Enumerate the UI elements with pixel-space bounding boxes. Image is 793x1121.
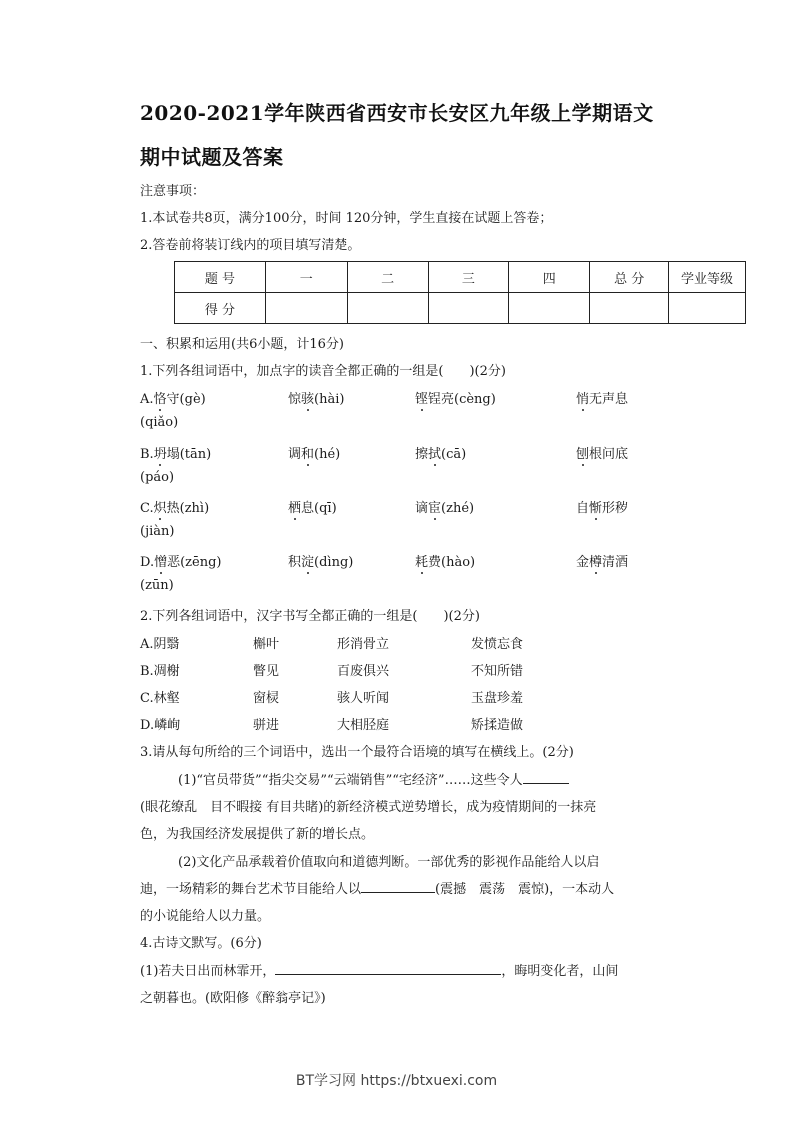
score-table-header-cell: 三 bbox=[428, 262, 509, 293]
q2-option-b-word-4: 不知所错 bbox=[471, 664, 524, 679]
q1-option-b-item-4: 刨根问底 bbox=[576, 447, 629, 462]
score-table-header-cell: 题 号 bbox=[175, 262, 266, 293]
q3-sentence-2-line-1: (2)文化产品承载着价值取向和道德判断。一部优秀的影视作品能给人以启 bbox=[178, 855, 600, 870]
score-table-header-cell: 二 bbox=[347, 262, 428, 293]
notice-item-1: 1.本试卷共8页，满分100分，时间 120分钟，学生直接在试题上答卷； bbox=[140, 211, 553, 226]
q3-sentence-1-line-1: (1)“官员带货”“指尖交易”“云端销售”“宅经济”……这些令人 bbox=[178, 769, 569, 788]
q3-sentence-2-line-2: 迪，一场精彩的舞台艺术节目能给人以 (震撼 震荡 震惊)，一本动人 bbox=[140, 882, 615, 897]
q3-sentence-1-line-3: 色，为我国经济发展提供了新的增长点。 bbox=[140, 827, 375, 842]
q1-option-a-item-3: 铿锃亮(cèng) bbox=[415, 392, 496, 407]
score-cell[interactable] bbox=[669, 293, 746, 324]
score-table bbox=[174, 261, 746, 324]
notice-item-2: 2.答卷前将装订线内的项目填写清楚。 bbox=[140, 238, 361, 253]
score-cell[interactable] bbox=[428, 293, 509, 324]
score-table-header-cell: 四 bbox=[509, 262, 590, 293]
score-cell[interactable] bbox=[590, 293, 669, 324]
q1-option-d-item-4: 金樽清酒 bbox=[576, 555, 629, 570]
q1-option-c-item-2: 栖息(qī) bbox=[288, 501, 337, 516]
q2-option-c-word-2: 窗棂 bbox=[253, 691, 280, 706]
q3-answer-blank-1[interactable] bbox=[523, 771, 569, 784]
q4-line-1: (1)若夫日出而林霏开， ，晦明变化者，山间 bbox=[140, 964, 619, 979]
q2-option-b-word-3: 百废俱兴 bbox=[337, 664, 390, 679]
score-table-score-row bbox=[175, 293, 746, 324]
q4-answer-blank-1[interactable] bbox=[275, 962, 501, 975]
q1-option-b-wrap: (páo) bbox=[140, 470, 175, 485]
q2-option-c-word-1: C.林壑 bbox=[140, 691, 180, 706]
q2-option-b-word-1: B.凋榭 bbox=[140, 664, 180, 679]
q1-option-b-item-1: B.坍塌(tān) bbox=[140, 447, 212, 462]
q4-line-2: 之朝暮也。(欧阳修《醉翁亭记》) bbox=[140, 991, 326, 1006]
notice-heading: 注意事项： bbox=[140, 184, 206, 199]
document-title-line-2: 期中试题及答案 bbox=[140, 145, 284, 169]
score-row-label: 得 分 bbox=[175, 293, 266, 324]
q2-option-a-word-4: 发愤忘食 bbox=[471, 637, 524, 652]
score-cell[interactable] bbox=[265, 293, 347, 324]
q1-option-d-item-2: 积淀(dìng) bbox=[288, 555, 354, 570]
score-table-header-cell: 一 bbox=[265, 262, 347, 293]
q2-option-a-word-3: 形消骨立 bbox=[337, 637, 390, 652]
q2-option-c-word-3: 骇人听闻 bbox=[337, 691, 390, 706]
score-cell[interactable] bbox=[347, 293, 428, 324]
score-table-header-cell: 学业等级 bbox=[669, 262, 746, 293]
question-3-stem: 3.请从每句所给的三个词语中，选出一个最符合语境的填写在横线上。(2分) bbox=[140, 745, 574, 760]
section-1-heading: 一、积累和运用(共6小题，计16分) bbox=[140, 337, 344, 352]
q1-option-c-item-4: 自惭形秽 bbox=[576, 501, 629, 516]
q3-sentence-2-line-3: 的小说能给人以力量。 bbox=[140, 909, 271, 924]
q1-option-c-item-3: 谪宦(zhé) bbox=[415, 501, 475, 516]
q2-option-b-word-2: 瞥见 bbox=[253, 664, 280, 679]
q1-option-b-item-3: 擦拭(cā) bbox=[415, 447, 467, 462]
question-4-stem: 4.古诗文默写。(6分) bbox=[140, 936, 262, 951]
footer-website[interactable]: BT学习网 https://btxuexi.com bbox=[295, 1073, 498, 1089]
q1-option-d-item-1: D.憎恶(zēng) bbox=[140, 555, 222, 570]
q1-option-a-item-2: 惊骇(hài) bbox=[288, 392, 345, 407]
score-table-header-cell: 总 分 bbox=[590, 262, 669, 293]
q1-option-c-wrap: (jiàn) bbox=[140, 524, 175, 539]
q2-option-a-word-1: A.阴翳 bbox=[140, 637, 180, 652]
score-cell[interactable] bbox=[509, 293, 590, 324]
question-2-stem: 2.下列各组词语中，汉字书写全都正确的一组是( )(2分) bbox=[140, 609, 480, 624]
q2-option-d-word-3: 大相胫庭 bbox=[337, 718, 390, 733]
q1-option-d-item-3: 耗费(hào) bbox=[415, 555, 476, 570]
q2-option-c-word-4: 玉盘珍羞 bbox=[471, 691, 524, 706]
q2-option-a-word-2: 槲叶 bbox=[253, 637, 280, 652]
q1-option-b-item-2: 调和(hé) bbox=[288, 447, 341, 462]
document-title-line-1: 2020-2021学年陕西省西安市长安区九年级上学期语文 bbox=[140, 101, 654, 125]
q1-option-c-item-1: C.炽热(zhì) bbox=[140, 501, 210, 516]
q1-option-a-item-1: A.恪守(gè) bbox=[140, 392, 206, 407]
q2-option-d-word-4: 矫揉造做 bbox=[471, 718, 524, 733]
q1-option-a-item-4: 悄无声息 bbox=[576, 392, 629, 407]
q2-option-d-word-2: 骈进 bbox=[253, 718, 280, 733]
q3-sentence-1-line-2: (眼花缭乱 目不暇接 有目共睹)的新经济模式逆势增长，成为疫情期间的一抹亮 bbox=[140, 800, 597, 815]
q2-option-d-word-1: D.嶙峋 bbox=[140, 718, 181, 733]
q1-option-d-wrap: (zūn) bbox=[140, 578, 174, 593]
score-table-header-row bbox=[175, 262, 746, 293]
q1-option-a-wrap: (qiǎo) bbox=[140, 415, 179, 430]
q3-answer-blank-2[interactable] bbox=[361, 880, 435, 893]
question-1-stem: 1.下列各组词语中，加点字的读音全都正确的一组是( )(2分) bbox=[140, 364, 506, 379]
